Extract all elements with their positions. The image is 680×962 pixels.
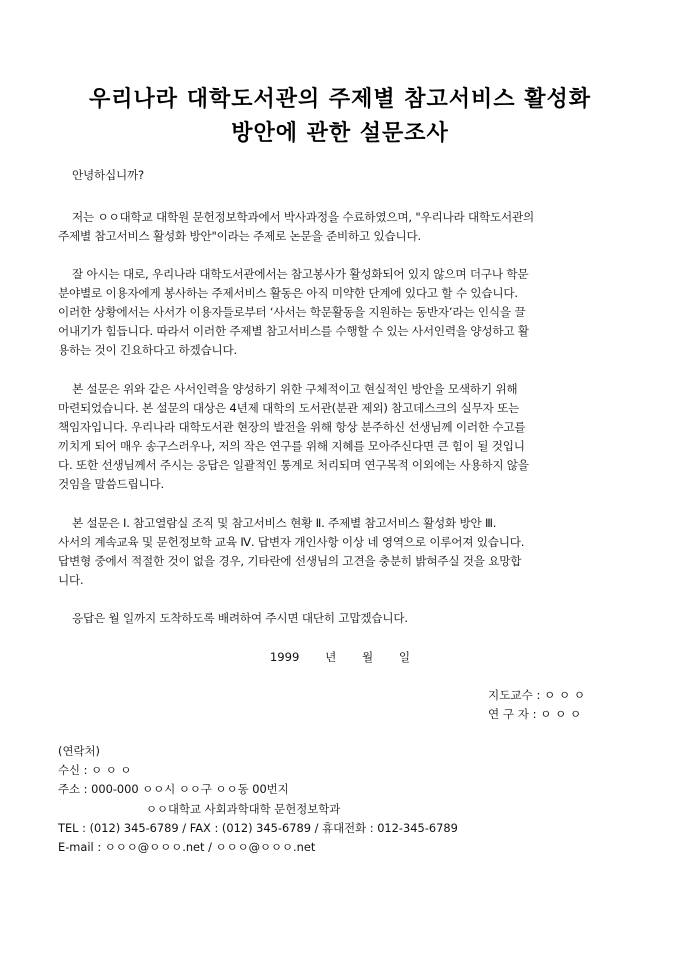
paragraph-line: 이러한 상황에서는 사서가 이용자들로부터 ‘사서는 학문활동을 지원하는 동반자’라는 인식을 끌 bbox=[58, 305, 526, 319]
contact-email: E-mail : ㅇㅇㅇ@ㅇㅇㅇ.net / ㅇㅇㅇ@ㅇㅇㅇ.net bbox=[58, 840, 316, 855]
contact-block bbox=[58, 742, 458, 857]
paragraph-line: 다. 또한 선생님께서 주시는 응답은 일괄적인 통계로 처리되며 연구목적 이외에는 사용하지 않을 bbox=[58, 458, 529, 472]
document-title-line-1: 우리나라 대학도서관의 주제별 참고서비스 활성화 bbox=[89, 86, 591, 112]
paragraph-line: 답변형 중에서 적절한 것이 없을 경우, 기타란에 선생님의 고견을 충분히 밝혀주실 것을 요망합 bbox=[58, 554, 522, 568]
date-day-unit: 일 bbox=[398, 650, 411, 664]
paragraph-line: 주제별 참고서비스 활성화 방안"이라는 주제로 논문을 준비하고 있습니다. bbox=[58, 229, 422, 243]
paragraph-line: 분야별로 이용자에게 봉사하는 주제서비스 활동은 아직 미약한 단계에 있다고 할 수 있습니다. bbox=[58, 286, 518, 300]
paragraph-line: 잘 아시는 대로, 우리나라 대학도서관에서는 참고봉사가 활성화되어 있지 않으며 더구나 학문 bbox=[72, 267, 529, 281]
paragraph-deadline bbox=[58, 609, 622, 628]
paragraph-line: 니다. bbox=[58, 573, 84, 587]
paragraph-line: 것임을 말씀드립니다. bbox=[58, 477, 164, 491]
contact-heading: (연락처) bbox=[58, 744, 100, 758]
paragraph-purpose bbox=[58, 380, 622, 494]
contact-address-department: ㅇㅇ대학교 사회과학대학 문헌정보학과 bbox=[146, 801, 341, 816]
paragraph-line: 용하는 것이 긴요하다고 하겠습니다. bbox=[58, 343, 237, 357]
paragraph-line: 어내기가 힘듭니다. 따라서 이러한 주제별 참고서비스를 수행할 수 있는 사서인력을 양성하고 활 bbox=[58, 324, 529, 338]
researcher-signature: 연 구 자 : ㅇ ㅇ ㅇ bbox=[488, 707, 582, 721]
paragraph-structure bbox=[58, 514, 622, 590]
paragraph-intro bbox=[58, 208, 622, 246]
paragraph-line: 본 설문은 위와 같은 사서인력을 양성하기 위한 구체적이고 현실적인 방안을 모색하기 위해 bbox=[72, 382, 518, 396]
paragraph-line: 끼치게 되어 매우 송구스러우나, 저의 작은 연구를 위해 지혜를 모아주신다면 큰 힘이 될 것입니 bbox=[58, 439, 525, 453]
paragraph-background bbox=[58, 265, 622, 360]
paragraph-line: 응답은 월 일까지 도착하도록 배려하여 주시면 대단히 고맙겠습니다. bbox=[72, 611, 408, 625]
paragraph-line: 책임자입니다. 우리나라 대학도서관 현장의 발전을 위해 항상 분주하신 선생님께 이러한 수고를 bbox=[58, 420, 526, 434]
paragraph-line: 저는 ㅇㅇ대학교 대학원 문헌정보학과에서 박사과정을 수료하였으며, "우리나라 대학도서관의 bbox=[72, 210, 535, 224]
contact-address: 주소 : 000-000 ㅇㅇ시 ㅇㅇ구 ㅇㅇ동 00번지 bbox=[58, 782, 289, 797]
paragraph-line: 마련되었습니다. 본 설문의 대상은 4년제 대학의 도서관(분관 제외) 참고데스크의 실무자 또는 bbox=[58, 401, 520, 415]
contact-phone-fax: TEL : (012) 345-6789 / FAX : (012) 345-6789 / 휴대전화 : 012-345-6789 bbox=[58, 820, 458, 835]
paragraph-line: 사서의 계속교육 및 문헌정보학 교육 Ⅳ. 답변자 개인사항 이상 네 영역으로 이루어져 있습니다. bbox=[58, 535, 525, 549]
advisor-signature: 지도교수 : ㅇ ㅇ ㅇ bbox=[488, 688, 586, 702]
date-year: 1999 bbox=[269, 650, 300, 664]
date-month-unit: 월 bbox=[362, 650, 374, 664]
date-line bbox=[0, 649, 680, 665]
document-title-line-2: 방안에 관한 설문조사 bbox=[231, 120, 449, 146]
contact-recipient: 수신 : ㅇ ㅇ ㅇ bbox=[58, 763, 132, 778]
paragraph-line: 본 설문은 Ⅰ. 참고열람실 조직 및 참고서비스 현황 Ⅱ. 주제별 참고서비스 활성화 방안 Ⅲ. bbox=[72, 516, 497, 530]
greeting: 안녕하십니까? bbox=[72, 168, 144, 182]
date-year-unit: 년 bbox=[325, 650, 337, 664]
